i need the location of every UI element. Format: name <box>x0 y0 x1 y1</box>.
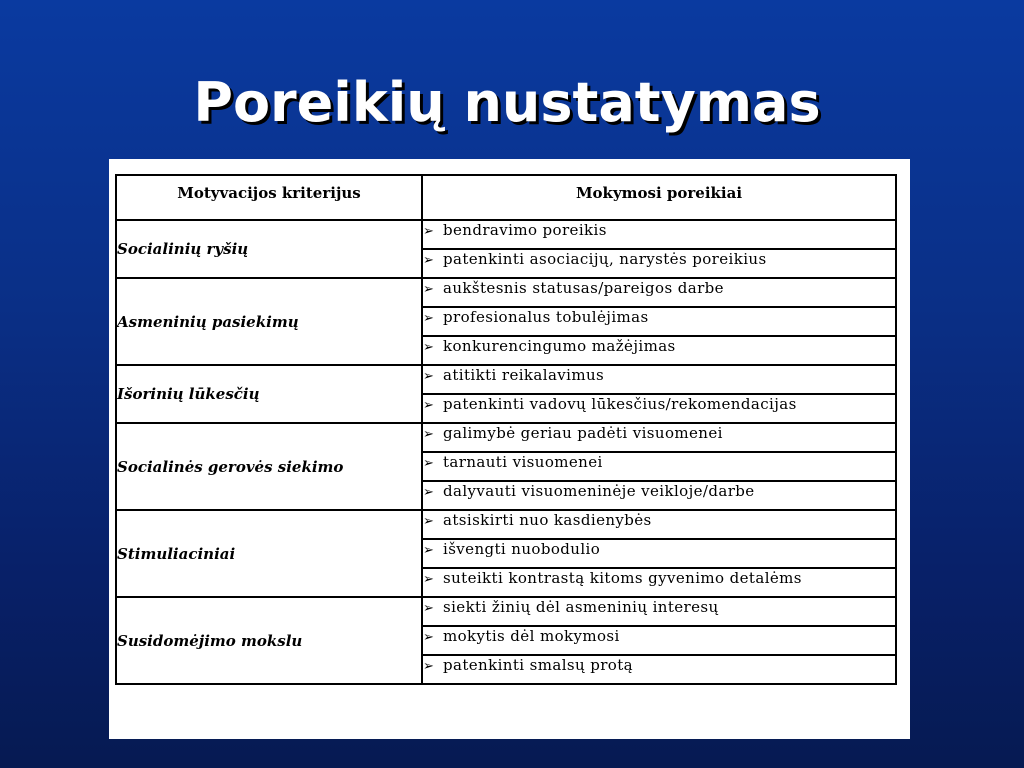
need-text: patenkinti vadovų lūkesčius/rekomendacijas <box>443 395 797 413</box>
need-cell <box>422 307 896 336</box>
arrowhead-bullet-icon: ➢ <box>423 456 435 471</box>
slide-title: Poreikių nustatymas <box>193 71 821 134</box>
need-cell <box>422 423 896 452</box>
need-text: suteikti kontrastą kitoms gyvenimo detalėms <box>443 569 802 587</box>
need-text: siekti žinių dėl asmeninių interesų <box>443 598 719 616</box>
need-text: išvengti nuobodulio <box>443 540 601 558</box>
table-body <box>116 220 896 684</box>
criterion-cell: Stimuliaciniai <box>116 510 422 597</box>
criterion-cell: Išorinių lūkesčių <box>116 365 422 423</box>
needs-table <box>115 174 897 685</box>
arrowhead-bullet-icon: ➢ <box>423 572 435 587</box>
table-row <box>116 365 896 394</box>
need-text: patenkinti smalsų protą <box>443 656 634 674</box>
arrowhead-bullet-icon: ➢ <box>423 630 435 645</box>
need-cell <box>422 365 896 394</box>
need-text: aukštesnis statusas/pareigos darbe <box>443 279 724 297</box>
need-cell <box>422 278 896 307</box>
need-text: tarnauti visuomenei <box>443 453 603 471</box>
arrowhead-bullet-icon: ➢ <box>423 224 435 239</box>
arrowhead-bullet-icon: ➢ <box>423 427 435 442</box>
header-criteria: Motyvacijos kriterijus <box>116 175 422 220</box>
need-cell <box>422 655 896 684</box>
table-row <box>116 220 896 249</box>
table-panel <box>109 159 910 739</box>
arrowhead-bullet-icon: ➢ <box>423 485 435 500</box>
need-cell <box>422 481 896 510</box>
need-cell <box>422 336 896 365</box>
arrowhead-bullet-icon: ➢ <box>423 601 435 616</box>
need-text: bendravimo poreikis <box>443 221 607 239</box>
arrowhead-bullet-icon: ➢ <box>423 369 435 384</box>
need-text: profesionalus tobulėjimas <box>443 308 649 326</box>
need-cell <box>422 597 896 626</box>
need-text: patenkinti asociacijų, narystės poreikius <box>443 250 767 268</box>
table-row <box>116 510 896 539</box>
criterion-cell: Socialinės gerovės siekimo <box>116 423 422 510</box>
need-text: dalyvauti visuomeninėje veikloje/darbe <box>443 482 755 500</box>
table-row <box>116 278 896 307</box>
need-text: atitikti reikalavimus <box>443 366 605 384</box>
need-cell <box>422 220 896 249</box>
arrowhead-bullet-icon: ➢ <box>423 340 435 355</box>
criterion-cell: Socialinių ryšių <box>116 220 422 278</box>
need-cell <box>422 510 896 539</box>
need-cell <box>422 394 896 423</box>
table-row <box>116 597 896 626</box>
arrowhead-bullet-icon: ➢ <box>423 543 435 558</box>
arrowhead-bullet-icon: ➢ <box>423 282 435 297</box>
need-cell <box>422 626 896 655</box>
need-text: konkurencingumo mažėjimas <box>443 337 676 355</box>
arrowhead-bullet-icon: ➢ <box>423 659 435 674</box>
table-row <box>116 423 896 452</box>
need-cell <box>422 568 896 597</box>
need-cell <box>422 452 896 481</box>
header-needs: Mokymosi poreikiai <box>422 175 896 220</box>
arrowhead-bullet-icon: ➢ <box>423 311 435 326</box>
need-text: atsiskirti nuo kasdienybės <box>443 511 652 529</box>
criterion-cell: Asmeninių pasiekimų <box>116 278 422 365</box>
need-cell <box>422 249 896 278</box>
criterion-cell: Susidomėjimo mokslu <box>116 597 422 684</box>
need-text: galimybė geriau padėti visuomenei <box>443 424 723 442</box>
need-cell <box>422 539 896 568</box>
arrowhead-bullet-icon: ➢ <box>423 514 435 529</box>
need-text: mokytis dėl mokymosi <box>443 627 620 645</box>
arrowhead-bullet-icon: ➢ <box>423 398 435 413</box>
arrowhead-bullet-icon: ➢ <box>423 253 435 268</box>
table-header-row <box>116 175 896 220</box>
